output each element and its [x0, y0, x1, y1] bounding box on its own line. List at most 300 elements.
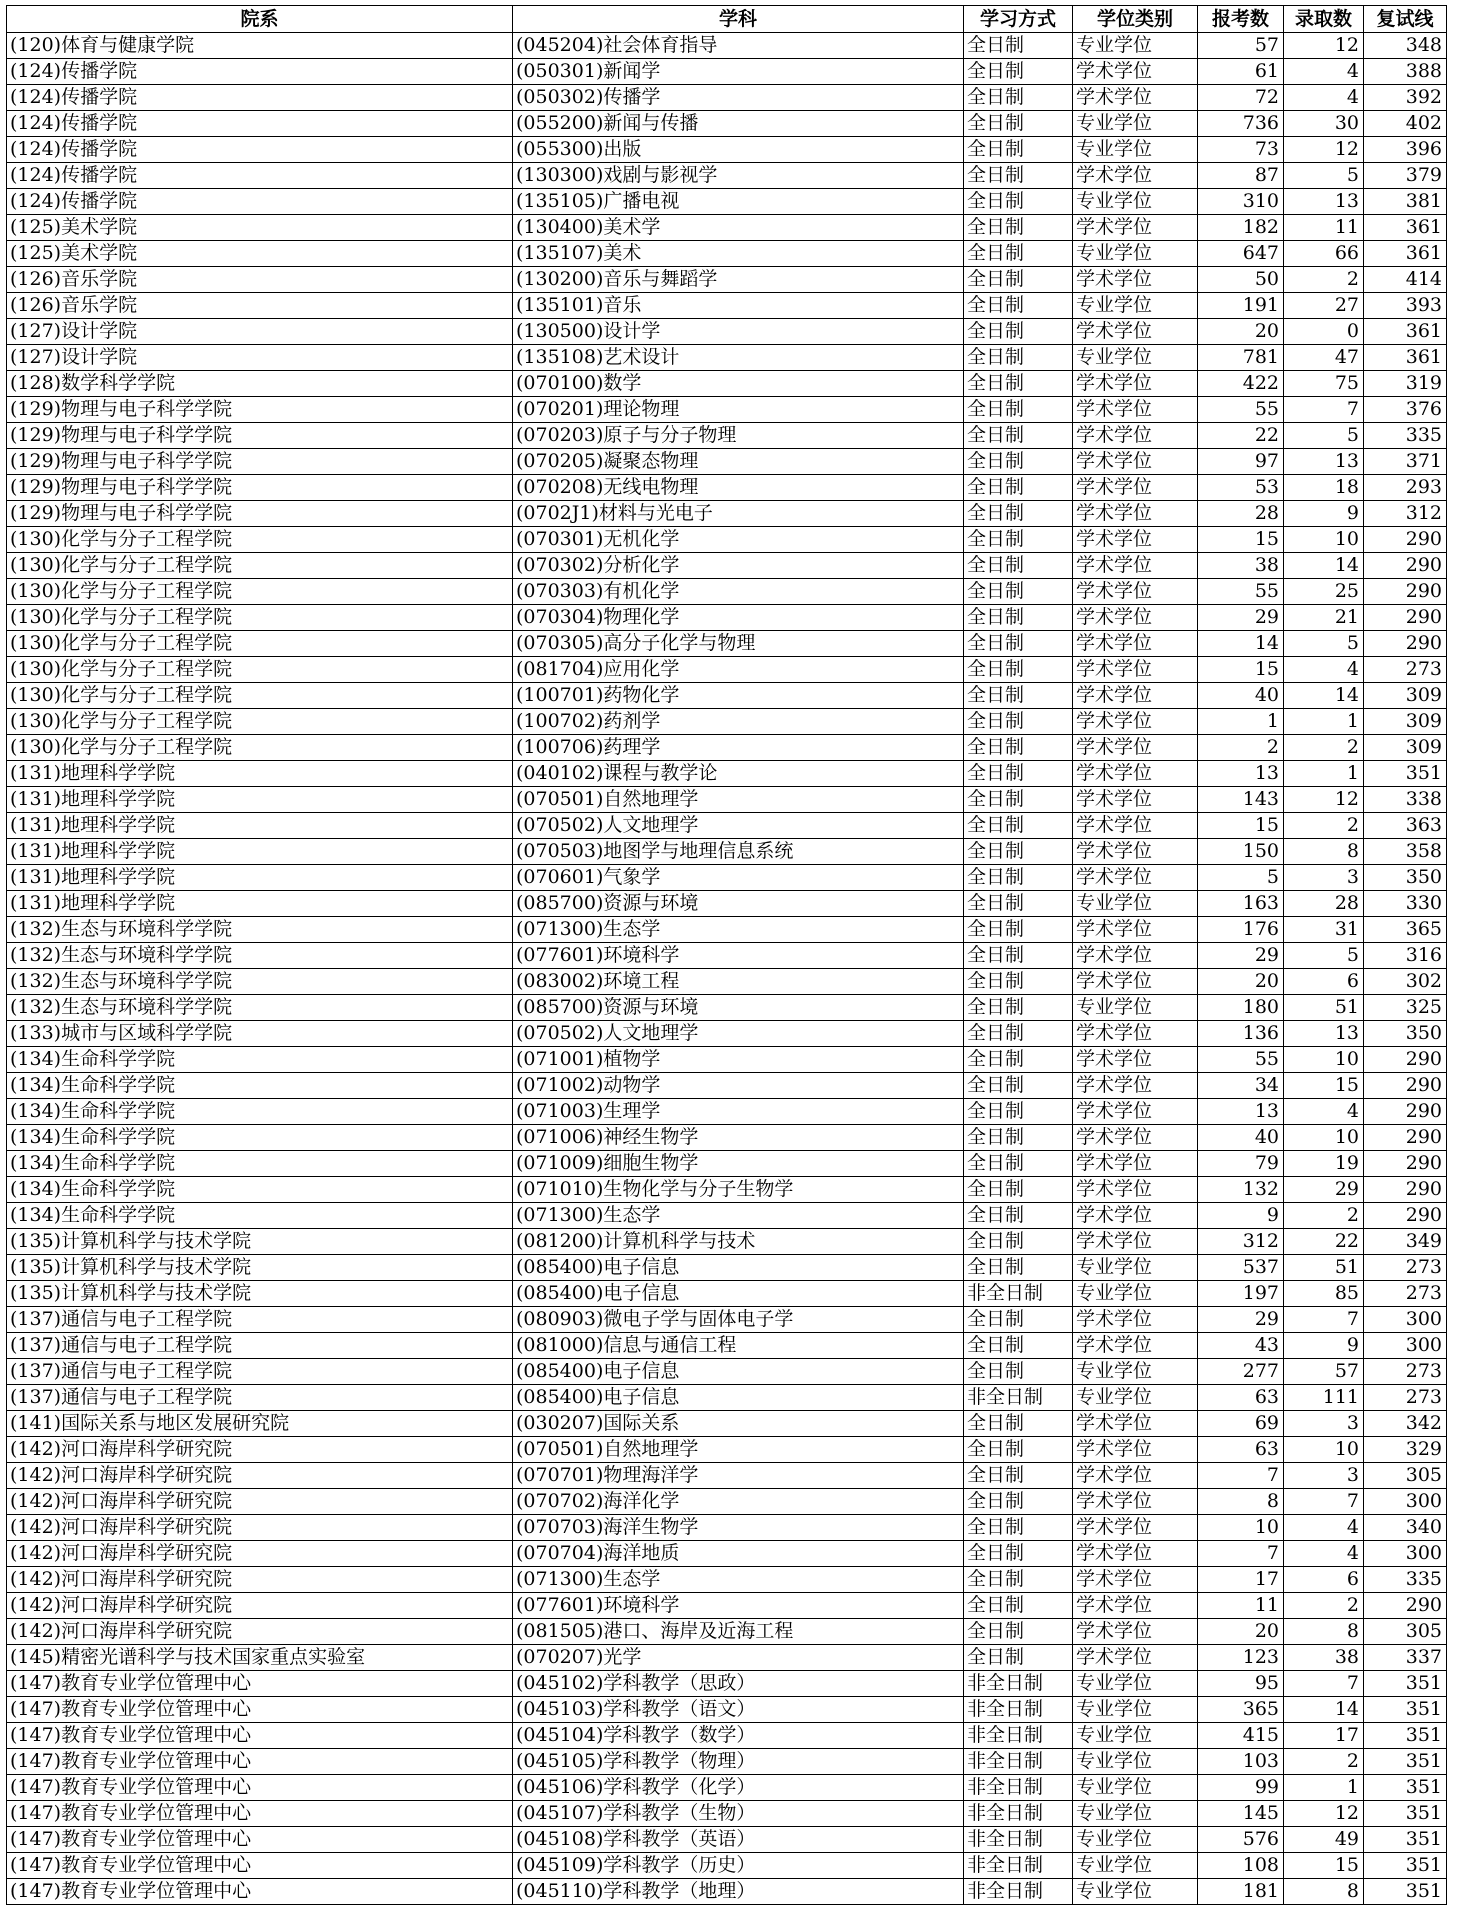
cell-applicants: 20: [1198, 1619, 1284, 1645]
cell-subject: (071003)生理学: [513, 1099, 964, 1125]
cell-department: (142)河口海岸科学研究院: [7, 1593, 513, 1619]
cell-applicants: 312: [1198, 1229, 1284, 1255]
cell-study-mode: 全日制: [964, 1489, 1073, 1515]
cell-applicants: 57: [1198, 33, 1284, 59]
cell-department: (130)化学与分子工程学院: [7, 631, 513, 657]
cell-subject: (071006)神经生物学: [513, 1125, 964, 1151]
cell-study-mode: 全日制: [964, 241, 1073, 267]
table-row: [7, 787, 1447, 813]
cell-study-mode: 全日制: [964, 293, 1073, 319]
cell-study-mode: 全日制: [964, 839, 1073, 865]
cell-subject: (070304)物理化学: [513, 605, 964, 631]
cell-applicants: 15: [1198, 813, 1284, 839]
cell-study-mode: 全日制: [964, 865, 1073, 891]
cell-study-mode: 全日制: [964, 59, 1073, 85]
cell-admitted: 75: [1284, 371, 1364, 397]
cell-study-mode: 全日制: [964, 605, 1073, 631]
cell-subject: (070702)海洋化学: [513, 1489, 964, 1515]
cell-applicants: 40: [1198, 1125, 1284, 1151]
cell-cutoff: 381: [1364, 189, 1447, 215]
cell-degree-type: 专业学位: [1073, 137, 1198, 163]
cell-subject: (045107)学科教学（生物）: [513, 1801, 964, 1827]
cell-admitted: 4: [1284, 1541, 1364, 1567]
cell-subject: (135107)美术: [513, 241, 964, 267]
cell-admitted: 4: [1284, 1099, 1364, 1125]
header-subject: 学科: [513, 6, 964, 33]
cell-degree-type: 学术学位: [1073, 1073, 1198, 1099]
cell-study-mode: 全日制: [964, 553, 1073, 579]
cell-department: (129)物理与电子科学学院: [7, 501, 513, 527]
cell-subject: (030207)国际关系: [513, 1411, 964, 1437]
cell-degree-type: 学术学位: [1073, 475, 1198, 501]
cell-study-mode: 全日制: [964, 85, 1073, 111]
cell-study-mode: 非全日制: [964, 1879, 1073, 1905]
table-row: [7, 1775, 1447, 1801]
cell-admitted: 17: [1284, 1723, 1364, 1749]
table-row: [7, 1853, 1447, 1879]
table-row: [7, 1073, 1447, 1099]
table-row: [7, 995, 1447, 1021]
cell-subject: (045102)学科教学（思政）: [513, 1671, 964, 1697]
cell-applicants: 72: [1198, 85, 1284, 111]
cell-degree-type: 专业学位: [1073, 1775, 1198, 1801]
cell-study-mode: 全日制: [964, 1151, 1073, 1177]
cell-degree-type: 专业学位: [1073, 1281, 1198, 1307]
cell-department: (142)河口海岸科学研究院: [7, 1463, 513, 1489]
cell-study-mode: 全日制: [964, 1333, 1073, 1359]
cell-applicants: 63: [1198, 1437, 1284, 1463]
cell-department: (133)城市与区域科学学院: [7, 1021, 513, 1047]
cell-study-mode: 全日制: [964, 1593, 1073, 1619]
cell-department: (135)计算机科学与技术学院: [7, 1229, 513, 1255]
cell-subject: (070503)地图学与地理信息系统: [513, 839, 964, 865]
cell-applicants: 150: [1198, 839, 1284, 865]
cell-study-mode: 全日制: [964, 1047, 1073, 1073]
cell-applicants: 15: [1198, 527, 1284, 553]
cell-admitted: 0: [1284, 319, 1364, 345]
cell-degree-type: 专业学位: [1073, 891, 1198, 917]
cell-degree-type: 学术学位: [1073, 1619, 1198, 1645]
cell-subject: (085700)资源与环境: [513, 995, 964, 1021]
cell-department: (132)生态与环境科学学院: [7, 943, 513, 969]
cell-department: (124)传播学院: [7, 163, 513, 189]
cell-subject: (100702)药剂学: [513, 709, 964, 735]
cell-admitted: 22: [1284, 1229, 1364, 1255]
cell-cutoff: 351: [1364, 1671, 1447, 1697]
cell-degree-type: 学术学位: [1073, 1567, 1198, 1593]
cell-admitted: 19: [1284, 1151, 1364, 1177]
table-row: [7, 631, 1447, 657]
cell-degree-type: 专业学位: [1073, 1801, 1198, 1827]
cell-cutoff: 351: [1364, 1697, 1447, 1723]
cell-department: (131)地理科学学院: [7, 865, 513, 891]
cell-admitted: 49: [1284, 1827, 1364, 1853]
cell-department: (125)美术学院: [7, 241, 513, 267]
table-row: [7, 683, 1447, 709]
cell-study-mode: 全日制: [964, 1437, 1073, 1463]
cell-degree-type: 学术学位: [1073, 1645, 1198, 1671]
cell-study-mode: 全日制: [964, 501, 1073, 527]
cell-degree-type: 学术学位: [1073, 371, 1198, 397]
cell-department: (147)教育专业学位管理中心: [7, 1853, 513, 1879]
cell-applicants: 145: [1198, 1801, 1284, 1827]
cell-cutoff: 335: [1364, 1567, 1447, 1593]
cell-subject: (130200)音乐与舞蹈学: [513, 267, 964, 293]
cell-degree-type: 专业学位: [1073, 1879, 1198, 1905]
cell-admitted: 4: [1284, 59, 1364, 85]
cell-applicants: 2: [1198, 735, 1284, 761]
cell-study-mode: 全日制: [964, 397, 1073, 423]
cell-applicants: 365: [1198, 1697, 1284, 1723]
cell-department: (128)数学科学学院: [7, 371, 513, 397]
cell-admitted: 5: [1284, 631, 1364, 657]
cell-degree-type: 学术学位: [1073, 657, 1198, 683]
cell-admitted: 2: [1284, 1749, 1364, 1775]
cell-cutoff: 273: [1364, 657, 1447, 683]
cell-cutoff: 335: [1364, 423, 1447, 449]
cell-department: (120)体育与健康学院: [7, 33, 513, 59]
cell-subject: (071001)植物学: [513, 1047, 964, 1073]
cell-study-mode: 全日制: [964, 111, 1073, 137]
cell-admitted: 7: [1284, 397, 1364, 423]
cell-admitted: 111: [1284, 1385, 1364, 1411]
table-row: [7, 1099, 1447, 1125]
cell-cutoff: 361: [1364, 241, 1447, 267]
cell-degree-type: 学术学位: [1073, 839, 1198, 865]
header-department: 院系: [7, 6, 513, 33]
cell-degree-type: 学术学位: [1073, 787, 1198, 813]
cell-admitted: 21: [1284, 605, 1364, 631]
cell-applicants: 50: [1198, 267, 1284, 293]
cell-cutoff: 351: [1364, 1801, 1447, 1827]
cell-degree-type: 学术学位: [1073, 85, 1198, 111]
cell-degree-type: 专业学位: [1073, 345, 1198, 371]
cell-applicants: 55: [1198, 1047, 1284, 1073]
cell-study-mode: 全日制: [964, 1255, 1073, 1281]
cell-cutoff: 290: [1364, 1151, 1447, 1177]
table-row: [7, 241, 1447, 267]
cell-admitted: 13: [1284, 1021, 1364, 1047]
cell-cutoff: 329: [1364, 1437, 1447, 1463]
cell-admitted: 8: [1284, 1879, 1364, 1905]
cell-degree-type: 学术学位: [1073, 449, 1198, 475]
table-row: [7, 215, 1447, 241]
cell-subject: (100706)药理学: [513, 735, 964, 761]
cell-degree-type: 学术学位: [1073, 709, 1198, 735]
table-row: [7, 1671, 1447, 1697]
cell-degree-type: 学术学位: [1073, 1125, 1198, 1151]
cell-admitted: 10: [1284, 1047, 1364, 1073]
table-row: [7, 1515, 1447, 1541]
cell-department: (137)通信与电子工程学院: [7, 1385, 513, 1411]
cell-admitted: 13: [1284, 189, 1364, 215]
cell-department: (132)生态与环境科学学院: [7, 995, 513, 1021]
cell-study-mode: 全日制: [964, 1099, 1073, 1125]
cell-department: (130)化学与分子工程学院: [7, 683, 513, 709]
table-row: [7, 449, 1447, 475]
cell-admitted: 15: [1284, 1073, 1364, 1099]
cell-department: (131)地理科学学院: [7, 787, 513, 813]
cell-study-mode: 全日制: [964, 1411, 1073, 1437]
cell-study-mode: 全日制: [964, 683, 1073, 709]
cell-cutoff: 393: [1364, 293, 1447, 319]
cell-applicants: 310: [1198, 189, 1284, 215]
table-row: [7, 1125, 1447, 1151]
cell-degree-type: 学术学位: [1073, 1203, 1198, 1229]
cell-subject: (071002)动物学: [513, 1073, 964, 1099]
cell-subject: (055300)出版: [513, 137, 964, 163]
table-row: [7, 917, 1447, 943]
cell-subject: (135108)艺术设计: [513, 345, 964, 371]
table-row: [7, 735, 1447, 761]
table-row: [7, 1749, 1447, 1775]
cell-study-mode: 非全日制: [964, 1853, 1073, 1879]
cell-applicants: 132: [1198, 1177, 1284, 1203]
cell-admitted: 4: [1284, 657, 1364, 683]
cell-study-mode: 全日制: [964, 475, 1073, 501]
cell-study-mode: 全日制: [964, 527, 1073, 553]
table-row: [7, 1463, 1447, 1489]
cell-subject: (045204)社会体育指导: [513, 33, 964, 59]
cell-applicants: 537: [1198, 1255, 1284, 1281]
cell-cutoff: 300: [1364, 1333, 1447, 1359]
cell-subject: (070703)海洋生物学: [513, 1515, 964, 1541]
cell-subject: (070301)无机化学: [513, 527, 964, 553]
cell-cutoff: 290: [1364, 1047, 1447, 1073]
cell-cutoff: 361: [1364, 319, 1447, 345]
table-row: [7, 527, 1447, 553]
cell-degree-type: 学术学位: [1073, 501, 1198, 527]
cell-department: (147)教育专业学位管理中心: [7, 1671, 513, 1697]
cell-applicants: 8: [1198, 1489, 1284, 1515]
cell-applicants: 181: [1198, 1879, 1284, 1905]
cell-applicants: 43: [1198, 1333, 1284, 1359]
cell-subject: (070601)气象学: [513, 865, 964, 891]
cell-degree-type: 学术学位: [1073, 605, 1198, 631]
cell-subject: (070502)人文地理学: [513, 1021, 964, 1047]
cell-subject: (045109)学科教学（历史）: [513, 1853, 964, 1879]
cell-degree-type: 学术学位: [1073, 1047, 1198, 1073]
cell-department: (142)河口海岸科学研究院: [7, 1515, 513, 1541]
table-row: [7, 1151, 1447, 1177]
cell-department: (135)计算机科学与技术学院: [7, 1255, 513, 1281]
cell-cutoff: 351: [1364, 1879, 1447, 1905]
cell-study-mode: 全日制: [964, 995, 1073, 1021]
cell-degree-type: 专业学位: [1073, 33, 1198, 59]
cell-applicants: 108: [1198, 1853, 1284, 1879]
cell-admitted: 29: [1284, 1177, 1364, 1203]
cell-subject: (070205)凝聚态物理: [513, 449, 964, 475]
table-row: [7, 319, 1447, 345]
cell-subject: (071300)生态学: [513, 917, 964, 943]
table-row: [7, 1203, 1447, 1229]
cell-study-mode: 全日制: [964, 371, 1073, 397]
cell-applicants: 14: [1198, 631, 1284, 657]
table-row: [7, 1593, 1447, 1619]
cell-cutoff: 350: [1364, 865, 1447, 891]
cell-department: (130)化学与分子工程学院: [7, 553, 513, 579]
cell-study-mode: 非全日制: [964, 1671, 1073, 1697]
cell-applicants: 29: [1198, 605, 1284, 631]
cell-applicants: 197: [1198, 1281, 1284, 1307]
cell-applicants: 69: [1198, 1411, 1284, 1437]
cell-admitted: 1: [1284, 1775, 1364, 1801]
cell-department: (130)化学与分子工程学院: [7, 579, 513, 605]
cell-applicants: 7: [1198, 1463, 1284, 1489]
cell-applicants: 143: [1198, 787, 1284, 813]
cell-degree-type: 学术学位: [1073, 1177, 1198, 1203]
cell-department: (147)教育专业学位管理中心: [7, 1879, 513, 1905]
cell-applicants: 63: [1198, 1385, 1284, 1411]
cell-department: (134)生命科学学院: [7, 1151, 513, 1177]
cell-degree-type: 专业学位: [1073, 293, 1198, 319]
cell-study-mode: 非全日制: [964, 1749, 1073, 1775]
cell-admitted: 85: [1284, 1281, 1364, 1307]
cell-cutoff: 325: [1364, 995, 1447, 1021]
cell-cutoff: 402: [1364, 111, 1447, 137]
cell-applicants: 79: [1198, 1151, 1284, 1177]
cell-study-mode: 全日制: [964, 735, 1073, 761]
cell-subject: (070501)自然地理学: [513, 1437, 964, 1463]
cell-study-mode: 全日制: [964, 1619, 1073, 1645]
table-row: [7, 579, 1447, 605]
cell-degree-type: 专业学位: [1073, 1827, 1198, 1853]
cell-cutoff: 350: [1364, 1021, 1447, 1047]
cell-admitted: 14: [1284, 553, 1364, 579]
cell-cutoff: 309: [1364, 735, 1447, 761]
cell-department: (142)河口海岸科学研究院: [7, 1567, 513, 1593]
cell-admitted: 57: [1284, 1359, 1364, 1385]
cell-study-mode: 全日制: [964, 813, 1073, 839]
cell-admitted: 1: [1284, 709, 1364, 735]
cell-subject: (077601)环境科学: [513, 1593, 964, 1619]
cell-subject: (135101)音乐: [513, 293, 964, 319]
cell-subject: (081704)应用化学: [513, 657, 964, 683]
cell-cutoff: 300: [1364, 1307, 1447, 1333]
cell-cutoff: 290: [1364, 631, 1447, 657]
cell-admitted: 9: [1284, 1333, 1364, 1359]
cell-subject: (0702J1)材料与光电子: [513, 501, 964, 527]
cell-admitted: 11: [1284, 215, 1364, 241]
cell-cutoff: 309: [1364, 709, 1447, 735]
cell-degree-type: 专业学位: [1073, 1359, 1198, 1385]
cell-department: (127)设计学院: [7, 319, 513, 345]
cell-department: (126)音乐学院: [7, 267, 513, 293]
cell-department: (125)美术学院: [7, 215, 513, 241]
cell-cutoff: 351: [1364, 1723, 1447, 1749]
cell-department: (134)生命科学学院: [7, 1203, 513, 1229]
cell-study-mode: 非全日制: [964, 1281, 1073, 1307]
table-row: [7, 657, 1447, 683]
table-row: [7, 137, 1447, 163]
cell-degree-type: 学术学位: [1073, 917, 1198, 943]
cell-applicants: 182: [1198, 215, 1284, 241]
cell-cutoff: 348: [1364, 33, 1447, 59]
table-row: [7, 1333, 1447, 1359]
cell-department: (134)生命科学学院: [7, 1177, 513, 1203]
cell-subject: (085400)电子信息: [513, 1359, 964, 1385]
cell-degree-type: 学术学位: [1073, 1151, 1198, 1177]
cell-degree-type: 学术学位: [1073, 1541, 1198, 1567]
table-row: [7, 163, 1447, 189]
cell-study-mode: 全日制: [964, 319, 1073, 345]
cell-admitted: 1: [1284, 761, 1364, 787]
table-row: [7, 865, 1447, 891]
table-row: [7, 839, 1447, 865]
cell-admitted: 8: [1284, 1619, 1364, 1645]
cell-degree-type: 专业学位: [1073, 1749, 1198, 1775]
table-row: [7, 1255, 1447, 1281]
cell-applicants: 73: [1198, 137, 1284, 163]
cell-department: (130)化学与分子工程学院: [7, 657, 513, 683]
cell-applicants: 9: [1198, 1203, 1284, 1229]
cell-degree-type: 学术学位: [1073, 59, 1198, 85]
cell-applicants: 22: [1198, 423, 1284, 449]
cell-department: (134)生命科学学院: [7, 1047, 513, 1073]
cell-study-mode: 全日制: [964, 787, 1073, 813]
cell-admitted: 8: [1284, 839, 1364, 865]
cell-applicants: 422: [1198, 371, 1284, 397]
table-row: [7, 85, 1447, 111]
cell-applicants: 20: [1198, 969, 1284, 995]
cell-admitted: 9: [1284, 501, 1364, 527]
cell-department: (130)化学与分子工程学院: [7, 605, 513, 631]
table-row: [7, 943, 1447, 969]
table-row: [7, 1359, 1447, 1385]
cell-admitted: 14: [1284, 1697, 1364, 1723]
cell-department: (147)教育专业学位管理中心: [7, 1775, 513, 1801]
cell-subject: (085400)电子信息: [513, 1255, 964, 1281]
cell-cutoff: 392: [1364, 85, 1447, 111]
cell-applicants: 191: [1198, 293, 1284, 319]
cell-subject: (135105)广播电视: [513, 189, 964, 215]
cell-department: (142)河口海岸科学研究院: [7, 1541, 513, 1567]
cell-department: (129)物理与电子科学学院: [7, 449, 513, 475]
header-degree-type: 学位类别: [1073, 6, 1198, 33]
cell-degree-type: 学术学位: [1073, 969, 1198, 995]
cell-admitted: 27: [1284, 293, 1364, 319]
cell-applicants: 123: [1198, 1645, 1284, 1671]
cell-admitted: 3: [1284, 1411, 1364, 1437]
cell-cutoff: 358: [1364, 839, 1447, 865]
cell-degree-type: 学术学位: [1073, 527, 1198, 553]
cell-subject: (081505)港口、海岸及近海工程: [513, 1619, 964, 1645]
cell-admitted: 10: [1284, 1125, 1364, 1151]
cell-department: (124)传播学院: [7, 137, 513, 163]
cell-subject: (070305)高分子化学与物理: [513, 631, 964, 657]
cell-cutoff: 290: [1364, 1125, 1447, 1151]
cell-admitted: 4: [1284, 1515, 1364, 1541]
cell-degree-type: 学术学位: [1073, 761, 1198, 787]
cell-cutoff: 361: [1364, 345, 1447, 371]
cell-subject: (083002)环境工程: [513, 969, 964, 995]
table-row: [7, 709, 1447, 735]
cell-study-mode: 全日制: [964, 163, 1073, 189]
cell-admitted: 28: [1284, 891, 1364, 917]
cell-department: (141)国际关系与地区发展研究院: [7, 1411, 513, 1437]
cell-applicants: 13: [1198, 761, 1284, 787]
cell-study-mode: 全日制: [964, 917, 1073, 943]
cell-degree-type: 学术学位: [1073, 865, 1198, 891]
cell-applicants: 87: [1198, 163, 1284, 189]
cell-study-mode: 全日制: [964, 943, 1073, 969]
cell-admitted: 3: [1284, 1463, 1364, 1489]
cell-subject: (070501)自然地理学: [513, 787, 964, 813]
cell-study-mode: 全日制: [964, 1203, 1073, 1229]
header-row: [7, 6, 1447, 33]
cell-cutoff: 290: [1364, 1203, 1447, 1229]
cell-subject: (050301)新闻学: [513, 59, 964, 85]
